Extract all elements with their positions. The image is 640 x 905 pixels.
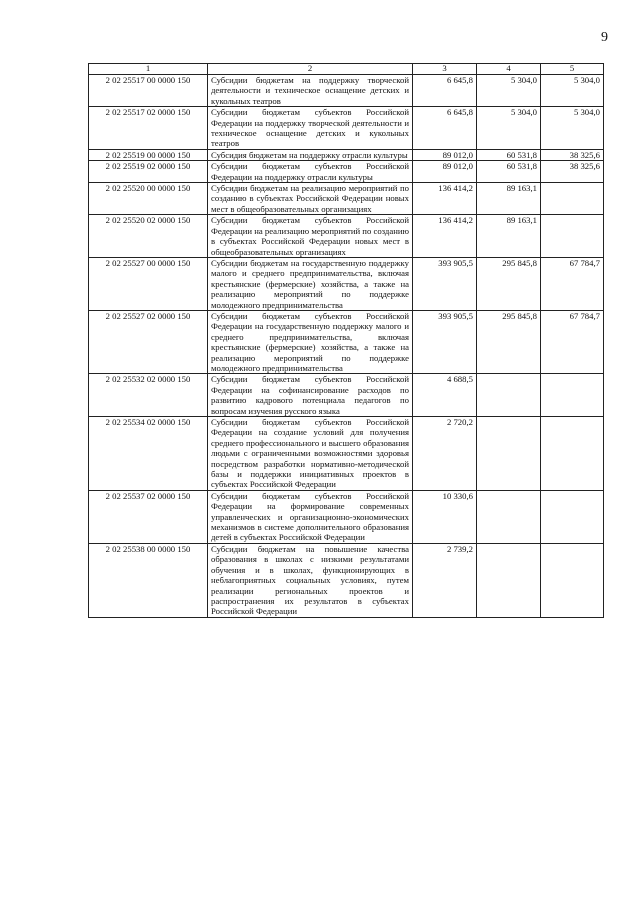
amount-col3-cell: 10 330,6 — [413, 490, 477, 543]
code-cell: 2 02 25532 02 0000 150 — [89, 374, 208, 417]
amount-col4-cell — [477, 490, 541, 543]
amount-col5-cell: 38 325,6 — [541, 149, 604, 160]
description-cell: Субсидии бюджетам субъектов Российской Федерации на поддержку отрасли культуры — [208, 161, 413, 183]
table-body — [89, 75, 604, 618]
table-row — [89, 417, 604, 491]
code-cell: 2 02 25517 02 0000 150 — [89, 107, 208, 150]
description-cell: Субсидии бюджетам на повышение качества образования в школах с низкими результатами обучения и в школах, функционирующих в неблагоприятных социальных условиях, путем реализации региональных проектов и распространения их результатов в субъектах Российской Федерации — [208, 543, 413, 617]
table-row — [89, 161, 604, 183]
table-row — [89, 310, 604, 373]
amount-col3-cell: 89 012,0 — [413, 161, 477, 183]
amount-col4-cell: 5 304,0 — [477, 107, 541, 150]
column-header: 4 — [477, 64, 541, 75]
table-row — [89, 215, 604, 258]
amount-col4-cell — [477, 374, 541, 417]
amount-col5-cell — [541, 490, 604, 543]
table-row — [89, 543, 604, 617]
budget-table — [88, 63, 604, 618]
table-row — [89, 374, 604, 417]
amount-col4-cell: 5 304,0 — [477, 75, 541, 107]
amount-col5-cell: 5 304,0 — [541, 75, 604, 107]
amount-col4-cell: 295 845,8 — [477, 257, 541, 310]
code-cell: 2 02 25517 00 0000 150 — [89, 75, 208, 107]
table-row — [89, 183, 604, 215]
amount-col3-cell: 393 905,5 — [413, 257, 477, 310]
amount-col5-cell: 67 784,7 — [541, 257, 604, 310]
table-row — [89, 257, 604, 310]
amount-col3-cell: 2 720,2 — [413, 417, 477, 491]
table-row — [89, 107, 604, 150]
amount-col5-cell — [541, 215, 604, 258]
amount-col5-cell: 38 325,6 — [541, 161, 604, 183]
column-header: 1 — [89, 64, 208, 75]
amount-col5-cell — [541, 543, 604, 617]
table-header-row — [89, 64, 604, 75]
description-cell: Субсидии бюджетам субъектов Российской Федерации на формирование современных управленческих и организационно-экономических механизмов в системе дополнительного образования детей в субъектах Российской Федерации — [208, 490, 413, 543]
code-cell: 2 02 25534 02 0000 150 — [89, 417, 208, 491]
code-cell: 2 02 25538 00 0000 150 — [89, 543, 208, 617]
amount-col5-cell: 5 304,0 — [541, 107, 604, 150]
amount-col4-cell: 60 531,8 — [477, 149, 541, 160]
description-cell: Субсидия бюджетам на поддержку отрасли культуры — [208, 149, 413, 160]
code-cell: 2 02 25520 02 0000 150 — [89, 215, 208, 258]
table-row — [89, 75, 604, 107]
amount-col5-cell — [541, 183, 604, 215]
code-cell: 2 02 25527 00 0000 150 — [89, 257, 208, 310]
code-cell: 2 02 25519 00 0000 150 — [89, 149, 208, 160]
amount-col3-cell: 4 688,5 — [413, 374, 477, 417]
amount-col3-cell: 393 905,5 — [413, 310, 477, 373]
amount-col4-cell — [477, 543, 541, 617]
description-cell: Субсидии бюджетам субъектов Российской Федерации на софинансирование расходов по развитию кадрового потенциала педагогов по вопросам изучения русского языка — [208, 374, 413, 417]
amount-col3-cell: 2 739,2 — [413, 543, 477, 617]
amount-col5-cell — [541, 417, 604, 491]
amount-col5-cell: 67 784,7 — [541, 310, 604, 373]
code-cell: 2 02 25519 02 0000 150 — [89, 161, 208, 183]
table-row — [89, 149, 604, 160]
description-cell: Субсидии бюджетам на государственную поддержку малого и среднего предпринимательства, включая крестьянские (фермерские) хозяйства, а также на реализацию мероприятий по поддержке молодежного предпринимательства — [208, 257, 413, 310]
amount-col4-cell: 295 845,8 — [477, 310, 541, 373]
description-cell: Субсидии бюджетам на реализацию мероприятий по созданию в субъектах Российской Федерации новых мест в общеобразовательных организациях — [208, 183, 413, 215]
column-header: 5 — [541, 64, 604, 75]
amount-col3-cell: 89 012,0 — [413, 149, 477, 160]
column-header: 2 — [208, 64, 413, 75]
amount-col4-cell: 60 531,8 — [477, 161, 541, 183]
amount-col4-cell: 89 163,1 — [477, 215, 541, 258]
description-cell: Субсидии бюджетам субъектов Российской Федерации на создание условий для получения среднего профессионального и высшего образования людьми с ограниченными возможностями здоровья посредством разработки нормативно-методической базы и поддержки инициативных проектов в субъектах Российской Федерации — [208, 417, 413, 491]
amount-col5-cell — [541, 374, 604, 417]
column-header: 3 — [413, 64, 477, 75]
description-cell: Субсидии бюджетам субъектов Российской Федерации на поддержку творческой деятельности и техническое оснащение детских и кукольных театров — [208, 107, 413, 150]
description-cell: Субсидии бюджетам субъектов Российской Федерации на государственную поддержку малого и среднего предпринимательства, включая крестьянские (фермерские) хозяйства, а также на реализацию мероприятий по поддержке молодежного предпринимательства — [208, 310, 413, 373]
amount-col3-cell: 136 414,2 — [413, 215, 477, 258]
amount-col3-cell: 136 414,2 — [413, 183, 477, 215]
amount-col3-cell: 6 645,8 — [413, 75, 477, 107]
description-cell: Субсидии бюджетам на поддержку творческой деятельности и техническое оснащение детских и кукольных театров — [208, 75, 413, 107]
description-cell: Субсидии бюджетам субъектов Российской Федерации на реализацию мероприятий по созданию в субъектах Российской Федерации новых мест в общеобразовательных организациях — [208, 215, 413, 258]
code-cell: 2 02 25537 02 0000 150 — [89, 490, 208, 543]
page-number: 9 — [601, 30, 608, 45]
amount-col4-cell — [477, 417, 541, 491]
code-cell: 2 02 25527 02 0000 150 — [89, 310, 208, 373]
code-cell: 2 02 25520 00 0000 150 — [89, 183, 208, 215]
table-row — [89, 490, 604, 543]
amount-col3-cell: 6 645,8 — [413, 107, 477, 150]
amount-col4-cell: 89 163,1 — [477, 183, 541, 215]
